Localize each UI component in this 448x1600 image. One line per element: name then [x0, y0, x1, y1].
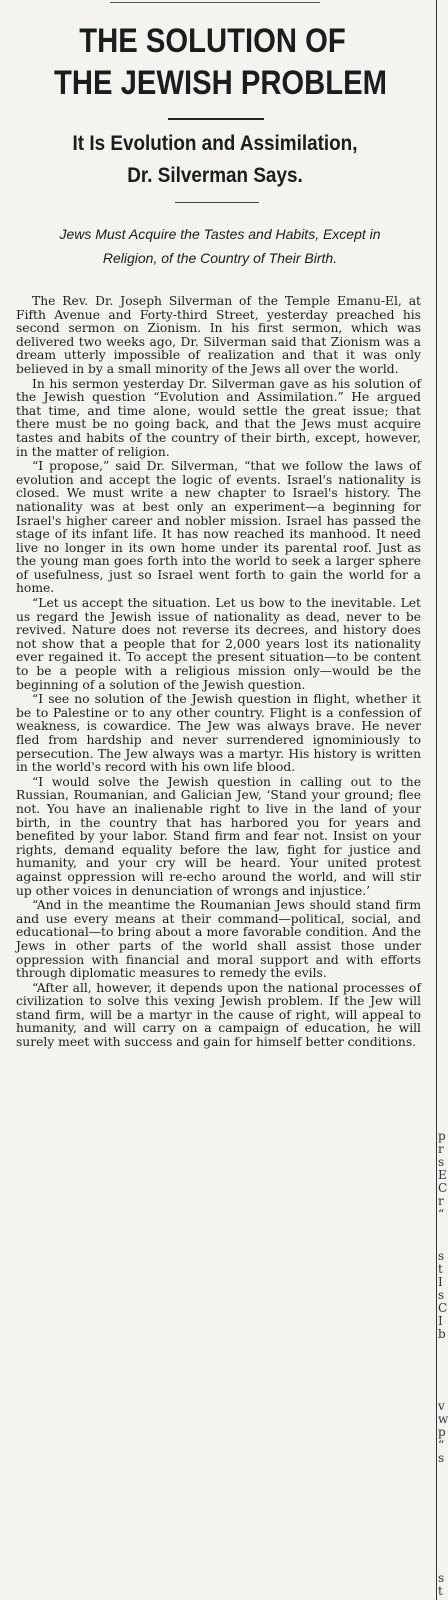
column-rule — [436, 0, 437, 1600]
subhead-line-1: It Is Evolution and Assimilation, — [72, 132, 358, 155]
deck — [40, 222, 400, 270]
paragraph: In his sermon yesterday Dr. Silverman gave as his solution of the Jewish question “Evolution and Assimilation.” He argued that time, and time alone, would settle the great issue; that there must be no going back, and that the Jews must acquire tastes and habits of the country of their birth, except, however, in the matter of religion. — [16, 376, 421, 459]
paragraph: “After all, however, it depends upon the national processes of civilization to solve this vexing Jewish problem. If the Jew will stand firm, will be a martyr in the cause of right, will appeal to humanity, and will carry on a campaign of education, he will surely meet with success and gain for himself better conditions. — [16, 980, 421, 1050]
paragraph: “I see no solution of the Jewish question in flight, whether it be to Palestine or to any other country. Flight is a confession of weakness, is cowardice. The Jew was always brave. He never fled from hardship and never surrendered ignominiously to persecution. The Jew always was a martyr. His history is written in the world's record with his own life blood. — [16, 692, 421, 775]
headline-line-2: THE JEWISH PROBLEM — [53, 64, 388, 102]
adjacent-column-fragment: s t — [438, 1571, 445, 1598]
adjacent-column-fragment: s t I s C I b — [438, 1249, 448, 1341]
paragraph: “And in the meantime the Roumanian Jews should stand firm and use every means at their command—political, social, and educational—to bring about a more favorable condition. And the Jews in other parts of the world shall assist those under oppression with financial and moral support and with efforts through diplomatic measures to remedy the evils. — [16, 898, 421, 981]
subhead-line-2: Dr. Silverman Says. — [127, 164, 303, 187]
article-body — [16, 295, 421, 1051]
paragraph: “I propose,” said Dr. Silverman, “that we follow the laws of evolution and accept the logic of events. Israel's nationality is closed. We must write a new chapter to Israel's history. The nationality was at best only an experiment—a beginning for Israel's higher career and nobler mission. Israel has passed the stage of its infant life. It has now reached its manhood. It need live no longer in its own home under its parental roof. Just as the young man goes forth into the world to seek a larger sphere of usefulness, just so Israel went forth to gain the world for a home. — [16, 459, 421, 596]
subhead-divider — [175, 202, 259, 203]
adjacent-column-fragment: v w p “ s — [438, 1399, 448, 1465]
paragraph: “Let us accept the situation. Let us bow to the inevitable. Let us regard the Jewish issue of nationality as dead, never to be revived. Nature does not reverse its decrees, and history does not show that a people that for 2,000 years lost its nationality ever regained it. To accept the present situation—to be content to be a people with a religious mission only—would be the beginning of a solution of the Jewish question. — [16, 596, 421, 692]
top-rule — [110, 2, 320, 3]
paragraph: “I would solve the Jewish question in calling out to the Russian, Roumanian, and Galician Jew, ‘Stand your ground; flee not. You have an inalienable right to live in the land of your birth, in the country that has harbored you for years and benefited by your labor. Stand firm and fear not. Insist on your rights, demand equality before the law, fight for justice and humanity, and your cry will be heard. Your united protest against oppression will re-echo around the world, and will stir up other voices in denunciation of wrongs and injustice.’ — [16, 774, 421, 898]
adjacent-column-fragment: p r s E C r “ — [438, 1129, 448, 1221]
paragraph: The Rev. Dr. Joseph Silverman of the Temple Emanu-El, at Fifth Avenue and Forty-third Street, yesterday preached his second sermon on Zionism. In his first sermon, which was delivered two weeks ago, Dr. Silverman said that Zionism was a dream utterly impossible of realization and that it was only believed in by a small minority of the Jews all over the world. — [16, 294, 421, 376]
headline-divider — [168, 118, 264, 120]
deck-text: Jews Must Acquire the Tastes and Habits, Except in Religion, of the Country of Their Birth. — [59, 226, 381, 266]
headline-line-1: THE SOLUTION OF — [79, 22, 346, 60]
